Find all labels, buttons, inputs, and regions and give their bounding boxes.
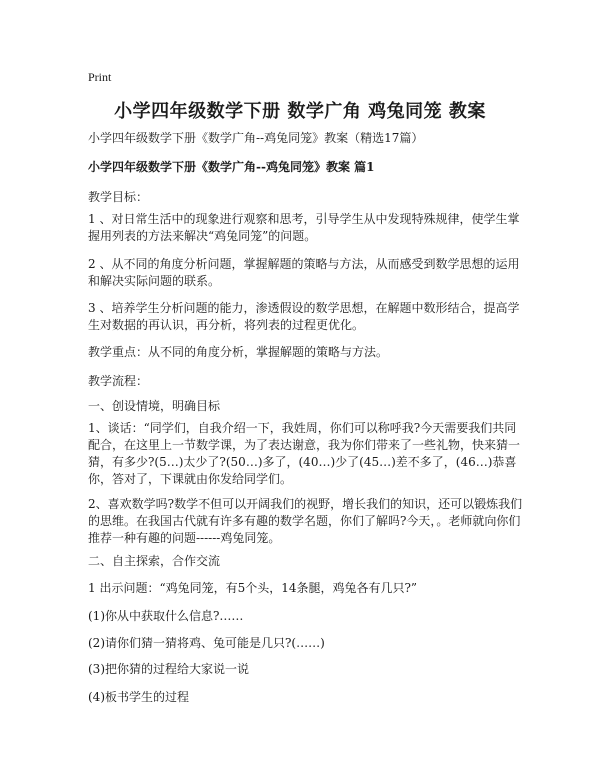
question-4: (4)板书学生的过程 — [88, 690, 189, 704]
step-2-title: 二、自主探索，合作交流 — [88, 554, 221, 568]
question-2: (2)请你们猜一猜将鸡、兔可能是几只?(……) — [88, 636, 325, 650]
question-intro: 1 出示问题：“鸡兔同笼，有5个头，14条腿，鸡兔各有几只?” — [88, 581, 418, 595]
process-label: 教学流程： — [88, 374, 149, 388]
question-3: (3)把你猜的过程给大家说一说 — [88, 662, 249, 676]
step-1-paragraph-2: 2、喜欢数学吗?数学不但可以开阔我们的视野，增长我们的知识，还可以锻炼我们的思维。在我国古代就有许多有趣的数学名题，你们了解吗?今天，。老师就向你们推荐一种有趣的问题------鸡兔同笼。 — [88, 497, 523, 545]
print-label[interactable]: Print — [88, 70, 112, 84]
key-point: 教学重点：从不同的角度分析，掌握解题的策略与方法。 — [88, 345, 389, 359]
goal-2: 2 、从不同的角度分析问题，掌握解题的策略与方法，从而感受到数学思想的运用和解决实际问题的联系。 — [88, 257, 520, 288]
goals-label: 教学目标： — [88, 190, 149, 204]
document-title: 小学四年级数学下册 数学广角 鸡兔同笼 教案 — [114, 101, 486, 122]
section-title: 小学四年级数学下册《数学广角--鸡兔同笼》教案 篇1 — [88, 160, 375, 174]
question-1: (1)你从中获取什么信息?…… — [88, 609, 244, 623]
document-subtitle: 小学四年级数学下册《数学广角--鸡兔同笼》教案（精选17篇） — [88, 131, 424, 145]
goal-3: 3 、培养学生分析问题的能力，渗透假设的数学思想，在解题中数形结合，提高学生对数据的再认识，再分析，将列表的过程更优化。 — [88, 301, 520, 332]
goal-1: 1 、对日常生活中的现象进行观察和思考，引导学生从中发现特殊规律，使学生掌握用列表的方法来解决“鸡兔同笼”的问题。 — [88, 212, 520, 243]
step-1-title: 一、创设情境，明确目标 — [88, 399, 221, 413]
step-1-paragraph-1: 1、谈话：“同学们，自我介绍一下，我姓周，你们可以称呼我?今天需要我们共同配合，在这里上一节数学课，为了表达谢意，我为你们带来了一些礼物，快来猜一猜，有多少?(5…)太少了?(50…)多了，(40…)少了(45…)差不多了，(46…)恭喜你，答对了，下课就由你发给同学们。 — [88, 421, 521, 486]
